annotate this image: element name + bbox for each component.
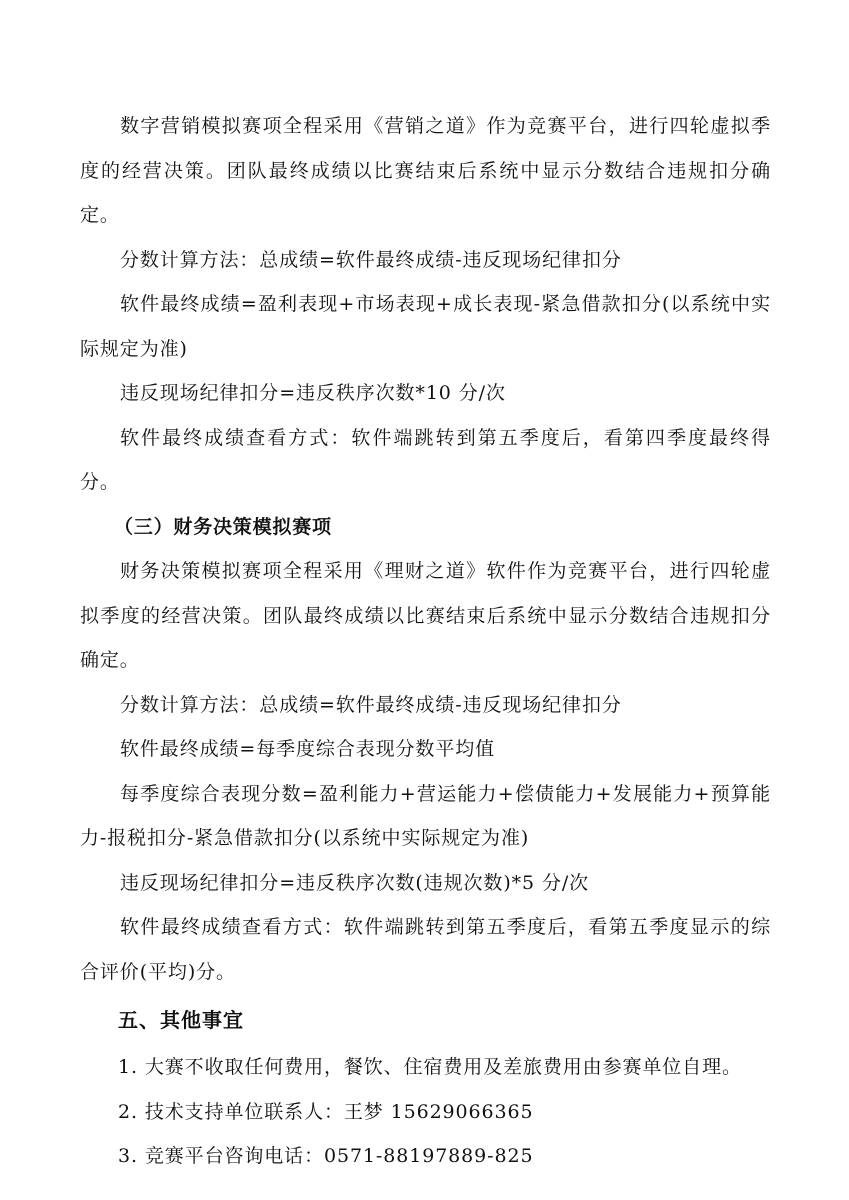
paragraph-score-method: 分数计算方法：总成绩=软件最终成绩-违反现场纪律扣分 (120, 248, 622, 271)
paragraph-discipline-deduction: 违反现场纪律扣分=违反秩序次数*10 分/次 (120, 382, 506, 404)
paragraph-finance-discipline-deduction: 违反现场纪律扣分=违反秩序次数(违规次数)*5 分/次 (120, 871, 590, 894)
list-item-tech-contact: 2. 技术支持单位联系人：王梦 15629066365 (118, 1100, 534, 1123)
paragraph-score-view-method: 软件最终成绩查看方式：软件端跳转到第五季度后，看第四季度最终得分。 (80, 426, 771, 493)
paragraph-finance-quarter-score: 每季度综合表现分数=盈利能力+营运能力+偿债能力+发展能力+预算能力-报税扣分-紧急借款扣分(以系统中实际规定为准) (80, 782, 771, 849)
paragraph-finance-software-score: 软件最终成绩=每季度综合表现分数平均值 (120, 738, 496, 760)
list-item-platform-phone: 3. 竞赛平台咨询电话：0571-88197889-825 (118, 1145, 534, 1167)
section-title-other-matters: 五、其他事宜 (118, 1008, 244, 1032)
paragraph-finance-intro: 财务决策模拟赛项全程采用《理财之道》软件作为竞赛平台，进行四轮虚拟季度的经营决策。团队最终成绩以比赛结束后系统中显示分数结合违规扣分确定。 (80, 560, 771, 671)
paragraph-software-score-formula: 软件最终成绩=盈利表现+市场表现+成长表现-紧急借款扣分(以系统中实际规定为准) (80, 293, 771, 360)
subheading-finance-decision: （三）财务决策模拟赛项 (114, 515, 332, 538)
paragraph-finance-score-method: 分数计算方法：总成绩=软件最终成绩-违反现场纪律扣分 (120, 693, 622, 716)
paragraph-digital-marketing-intro: 数字营销模拟赛项全程采用《营销之道》作为竞赛平台，进行四轮虚拟季度的经营决策。团队最终成绩以比赛结束后系统中显示分数结合违规扣分确定。 (80, 115, 771, 226)
paragraph-finance-score-view-method: 软件最终成绩查看方式：软件端跳转到第五季度后，看第五季度显示的综合评价(平均)分。 (80, 916, 771, 983)
list-item-fees: 1. 大赛不收取任何费用，餐饮、住宿费用及差旅费用由参赛单位自理。 (118, 1056, 742, 1078)
